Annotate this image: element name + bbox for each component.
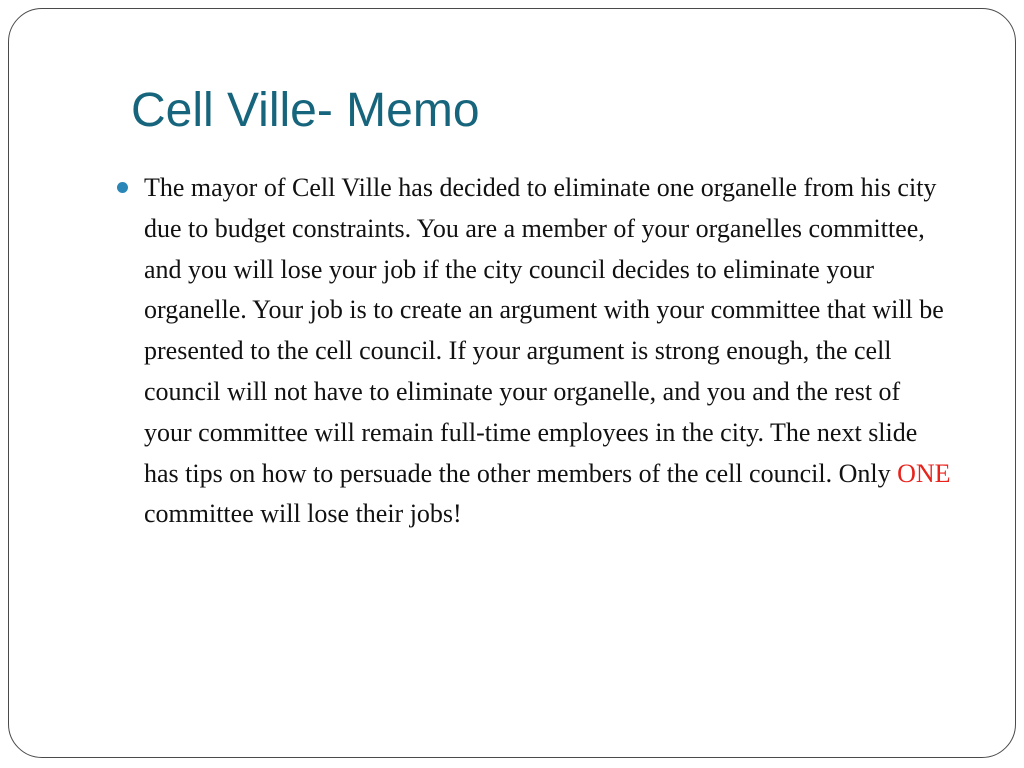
bullet-emphasis: ONE xyxy=(897,458,951,488)
bullet-marker-icon xyxy=(117,182,128,193)
slide-title: Cell Ville- Memo xyxy=(131,84,480,137)
bullet-text-before: The mayor of Cell Ville has decided to eliminate one organelle from his city due to budget constraints. You are a member of your organelles committee, and you will lose your job if the city council decides to eliminate your organelle. Your job is to create an argument with your committee that will be presented to the cell council. If your argument is strong enough, the cell council will not have to eliminate your organelle, and you and the rest of your committee will remain full-time employees in the city. The next slide has tips on how to persuade the other members of the cell council. Only xyxy=(144,173,944,488)
bullet-text-after: committee will lose their jobs! xyxy=(144,499,462,529)
bullet-text xyxy=(144,168,954,535)
